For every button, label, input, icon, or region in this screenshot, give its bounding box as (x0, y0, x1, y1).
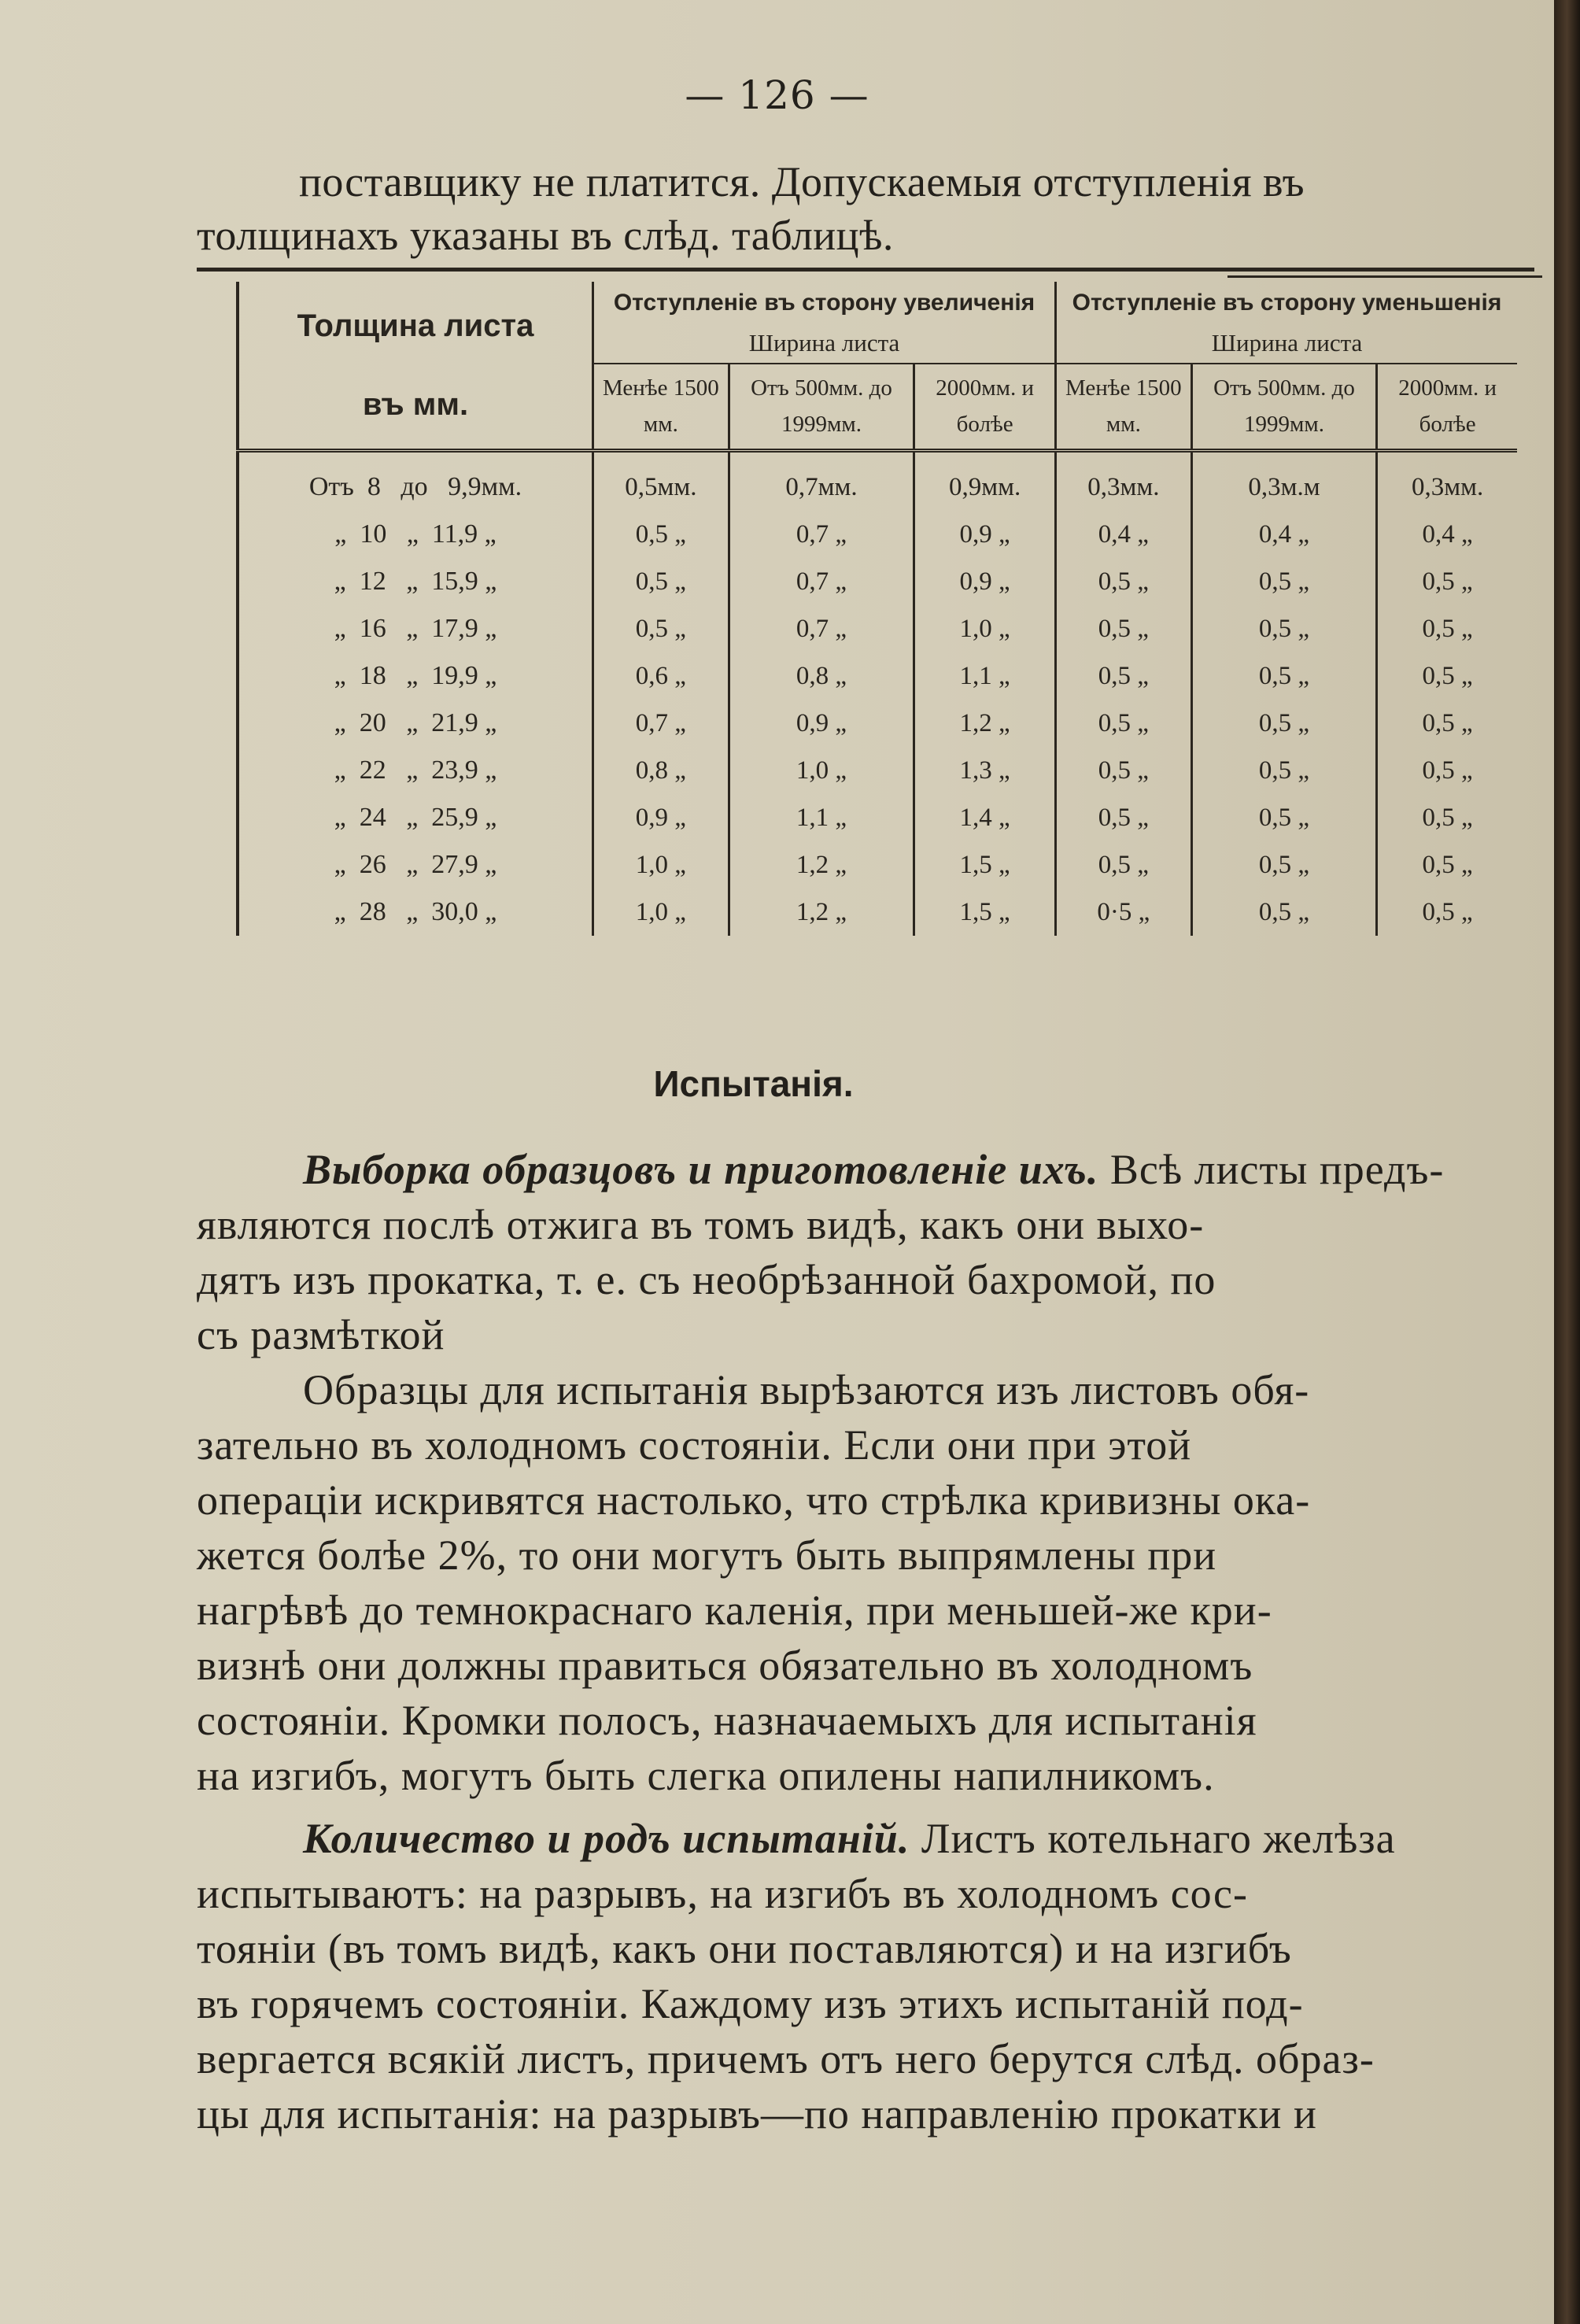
tolerance-value: 0,5 „ (1191, 747, 1376, 794)
tolerance-value: 0,5 „ (1191, 558, 1376, 605)
thickness-range: „ 22 „ 23,9 „ (238, 747, 593, 794)
para3-line-1 (303, 1814, 1396, 1863)
tolerance-value: 0,3м.м (1191, 451, 1376, 512)
tolerance-value: 0,5 „ (593, 605, 729, 652)
table-row (238, 605, 1517, 652)
tolerance-value: 0,9 „ (914, 511, 1056, 558)
para2-line-1: Образцы для испытанія вырѣзаются изъ листовъ обя- (303, 1366, 1310, 1413)
thickness-range: „ 28 „ 30,0 „ (238, 889, 593, 936)
tolerance-value: 0,5 „ (1191, 841, 1376, 889)
para1-line-4: съ размѣткой (197, 1311, 445, 1358)
thickness-range: „ 12 „ 15,9 „ (238, 558, 593, 605)
tolerance-value: 0,5 „ (1055, 605, 1191, 652)
tolerance-value: 1,1 „ (729, 794, 914, 841)
table-row (238, 889, 1517, 936)
table-row (238, 747, 1517, 794)
para1-line-1 (303, 1145, 1444, 1194)
tolerance-value: 0,3мм. (1377, 451, 1517, 512)
tolerance-value: 0,4 „ (1055, 511, 1191, 558)
tolerance-value: 0,5 „ (1377, 652, 1517, 700)
para1-line-2: являются послѣ отжига въ томъ видѣ, какъ они выхо- (197, 1201, 1205, 1248)
para2-line-8: на изгибъ, могутъ быть слегка опилены напилникомъ. (197, 1752, 1215, 1799)
page-number: — 126 — (685, 72, 869, 118)
para3-line-5: вергается всякій листъ, причемъ отъ него берутся слѣд. образ- (197, 2035, 1375, 2082)
tolerance-value: 0,5 „ (1377, 841, 1517, 889)
thickness-range: „ 10 „ 11,9 „ (238, 511, 593, 558)
tolerance-value: 0,5 „ (593, 511, 729, 558)
para3-lead: Количество и родъ испытаній. (303, 1815, 910, 1862)
section-title: Испытанія. (653, 1063, 854, 1104)
tolerance-value: 1,1 „ (914, 652, 1056, 700)
tolerance-value: 1,0 „ (914, 605, 1056, 652)
tolerance-value: 0,7мм. (729, 451, 914, 512)
tolerance-value: 1,0 „ (593, 841, 729, 889)
tolerance-table (236, 282, 1517, 936)
tolerance-value: 0,5 „ (1377, 700, 1517, 747)
tolerance-value: 0,7 „ (729, 605, 914, 652)
tolerance-value: 1,2 „ (914, 700, 1056, 747)
table-row (238, 700, 1517, 747)
tolerance-value: 1,3 „ (914, 747, 1056, 794)
header-thickness-line2: въ мм. (362, 387, 469, 422)
thickness-range: „ 16 „ 17,9 „ (238, 605, 593, 652)
tolerance-value: 0,6 „ (593, 652, 729, 700)
para2-line-2: зательно въ холодномъ состояніи. Если они при этой (197, 1421, 1192, 1469)
tolerance-value: 0,5 „ (1191, 794, 1376, 841)
header-thickness-line1: Толщина листа (297, 309, 534, 343)
tolerance-value: 0,9 „ (914, 558, 1056, 605)
tolerance-value: 1,2 „ (729, 889, 914, 936)
tolerance-value: 0,9 „ (729, 700, 914, 747)
header-width-increase: Ширина листа (593, 323, 1056, 363)
tolerance-value: 0,5 „ (1055, 558, 1191, 605)
tolerance-value: 1,2 „ (729, 841, 914, 889)
para2-line-5: нагрѣвѣ до темнокраснаго каленія, при меньшей-же кри- (197, 1587, 1272, 1634)
tolerance-value: 0,4 „ (1191, 511, 1376, 558)
tolerance-value: 0,4 „ (1377, 511, 1517, 558)
book-spine (1554, 0, 1580, 2324)
intro-line-2: толщинахъ указаны въ слѣд. таблицѣ. (197, 212, 894, 259)
tolerance-value: 0,7 „ (729, 511, 914, 558)
table-row (238, 451, 1517, 512)
tolerance-value: 1,5 „ (914, 889, 1056, 936)
tolerance-value: 0,9 „ (593, 794, 729, 841)
tolerance-value: 0·5 „ (1055, 889, 1191, 936)
para2-line-7: состояніи. Кромки полосъ, назначаемыхъ для испытанія (197, 1697, 1257, 1744)
header-width-col-6: 2000мм. и болѣе (1377, 364, 1517, 451)
tolerance-value: 0,5 „ (1191, 652, 1376, 700)
header-width-col-3: 2000мм. и болѣе (914, 364, 1056, 451)
intro-line-1: поставщику не платится. Допускаемыя отступленія въ (299, 158, 1305, 205)
tolerance-value: 0,5 „ (1055, 841, 1191, 889)
table-row (238, 841, 1517, 889)
header-thickness (238, 282, 593, 451)
header-group-decrease: Отступленіе въ сторону уменьшенія (1055, 282, 1517, 323)
tolerance-value: 0,8 „ (593, 747, 729, 794)
thickness-range: „ 24 „ 25,9 „ (238, 794, 593, 841)
tolerance-value: 0,5 „ (1055, 794, 1191, 841)
tolerance-value: 0,5 „ (1377, 794, 1517, 841)
tolerance-value: 1,0 „ (593, 889, 729, 936)
para1-line-3: дятъ изъ прокатка, т. е. съ необрѣзанной бахромой, по (197, 1256, 1216, 1303)
para2-line-3: операціи искривятся настолько, что стрѣлка кривизны ока- (197, 1476, 1311, 1524)
tolerance-value: 0,5мм. (593, 451, 729, 512)
header-group-increase: Отступленіе въ сторону увеличенія (593, 282, 1056, 323)
tolerance-value: 0,5 „ (1055, 652, 1191, 700)
table-row (238, 794, 1517, 841)
table-row (238, 511, 1517, 558)
table-body (238, 451, 1517, 937)
para2-line-4: жется болѣе 2%, то они могутъ быть выпрямлены при (197, 1531, 1217, 1579)
thickness-range: „ 26 „ 27,9 „ (238, 841, 593, 889)
tolerance-value: 0,5 „ (1055, 747, 1191, 794)
para3-first-rest: Листъ котельнаго желѣза (910, 1815, 1396, 1862)
thickness-range: „ 18 „ 19,9 „ (238, 652, 593, 700)
para1-lead: Выборка образцовъ и приготовленіе ихъ. (303, 1146, 1099, 1193)
para1-first-rest: Всѣ листы предъ- (1098, 1146, 1445, 1193)
para3-line-4: въ горячемъ состояніи. Каждому изъ этихъ испытаній под- (197, 1980, 1304, 2027)
tolerance-value: 0,5 „ (593, 558, 729, 605)
tolerance-value: 0,5 „ (1377, 558, 1517, 605)
tolerance-value: 1,5 „ (914, 841, 1056, 889)
table-row (238, 558, 1517, 605)
para3-line-2: испытываютъ: на разрывъ, на изгибъ въ холодномъ сос- (197, 1870, 1248, 1917)
header-width-decrease: Ширина листа (1055, 323, 1517, 363)
tolerance-value: 0,5 „ (1191, 700, 1376, 747)
para3-line-3: тояніи (въ томъ видѣ, какъ они поставляются) и на изгибъ (197, 1925, 1292, 1972)
tolerance-value: 1,4 „ (914, 794, 1056, 841)
tolerance-value: 0,5 „ (1191, 605, 1376, 652)
header-width-col-4: Менѣе 1500 мм. (1055, 364, 1191, 451)
tolerance-value: 0,9мм. (914, 451, 1056, 512)
header-width-col-2: Отъ 500мм. до 1999мм. (729, 364, 914, 451)
tolerance-value: 0,5 „ (1377, 747, 1517, 794)
tolerance-value: 0,7 „ (729, 558, 914, 605)
table-top-rule-right (1227, 275, 1542, 278)
tolerance-value: 1,0 „ (729, 747, 914, 794)
tolerance-value: 0,5 „ (1377, 605, 1517, 652)
tolerance-value: 0,3мм. (1055, 451, 1191, 512)
table-row (238, 652, 1517, 700)
para3-line-6: цы для испытанія: на разрывъ—по направленію прокатки и (197, 2090, 1317, 2137)
header-width-col-5: Отъ 500мм. до 1999мм. (1191, 364, 1376, 451)
tolerance-value: 0,7 „ (593, 700, 729, 747)
header-width-col-1: Менѣе 1500 мм. (593, 364, 729, 451)
tolerance-value: 0,5 „ (1377, 889, 1517, 936)
tolerance-value: 0,5 „ (1055, 700, 1191, 747)
tolerance-value: 0,8 „ (729, 652, 914, 700)
tolerance-value: 0,5 „ (1191, 889, 1376, 936)
para2-line-6: визнѣ они должны правиться обязательно въ холодномъ (197, 1642, 1253, 1689)
thickness-range: „ 20 „ 21,9 „ (238, 700, 593, 747)
thickness-range: Отъ 8 до 9,9мм. (238, 451, 593, 512)
table-top-rule (197, 268, 1534, 272)
